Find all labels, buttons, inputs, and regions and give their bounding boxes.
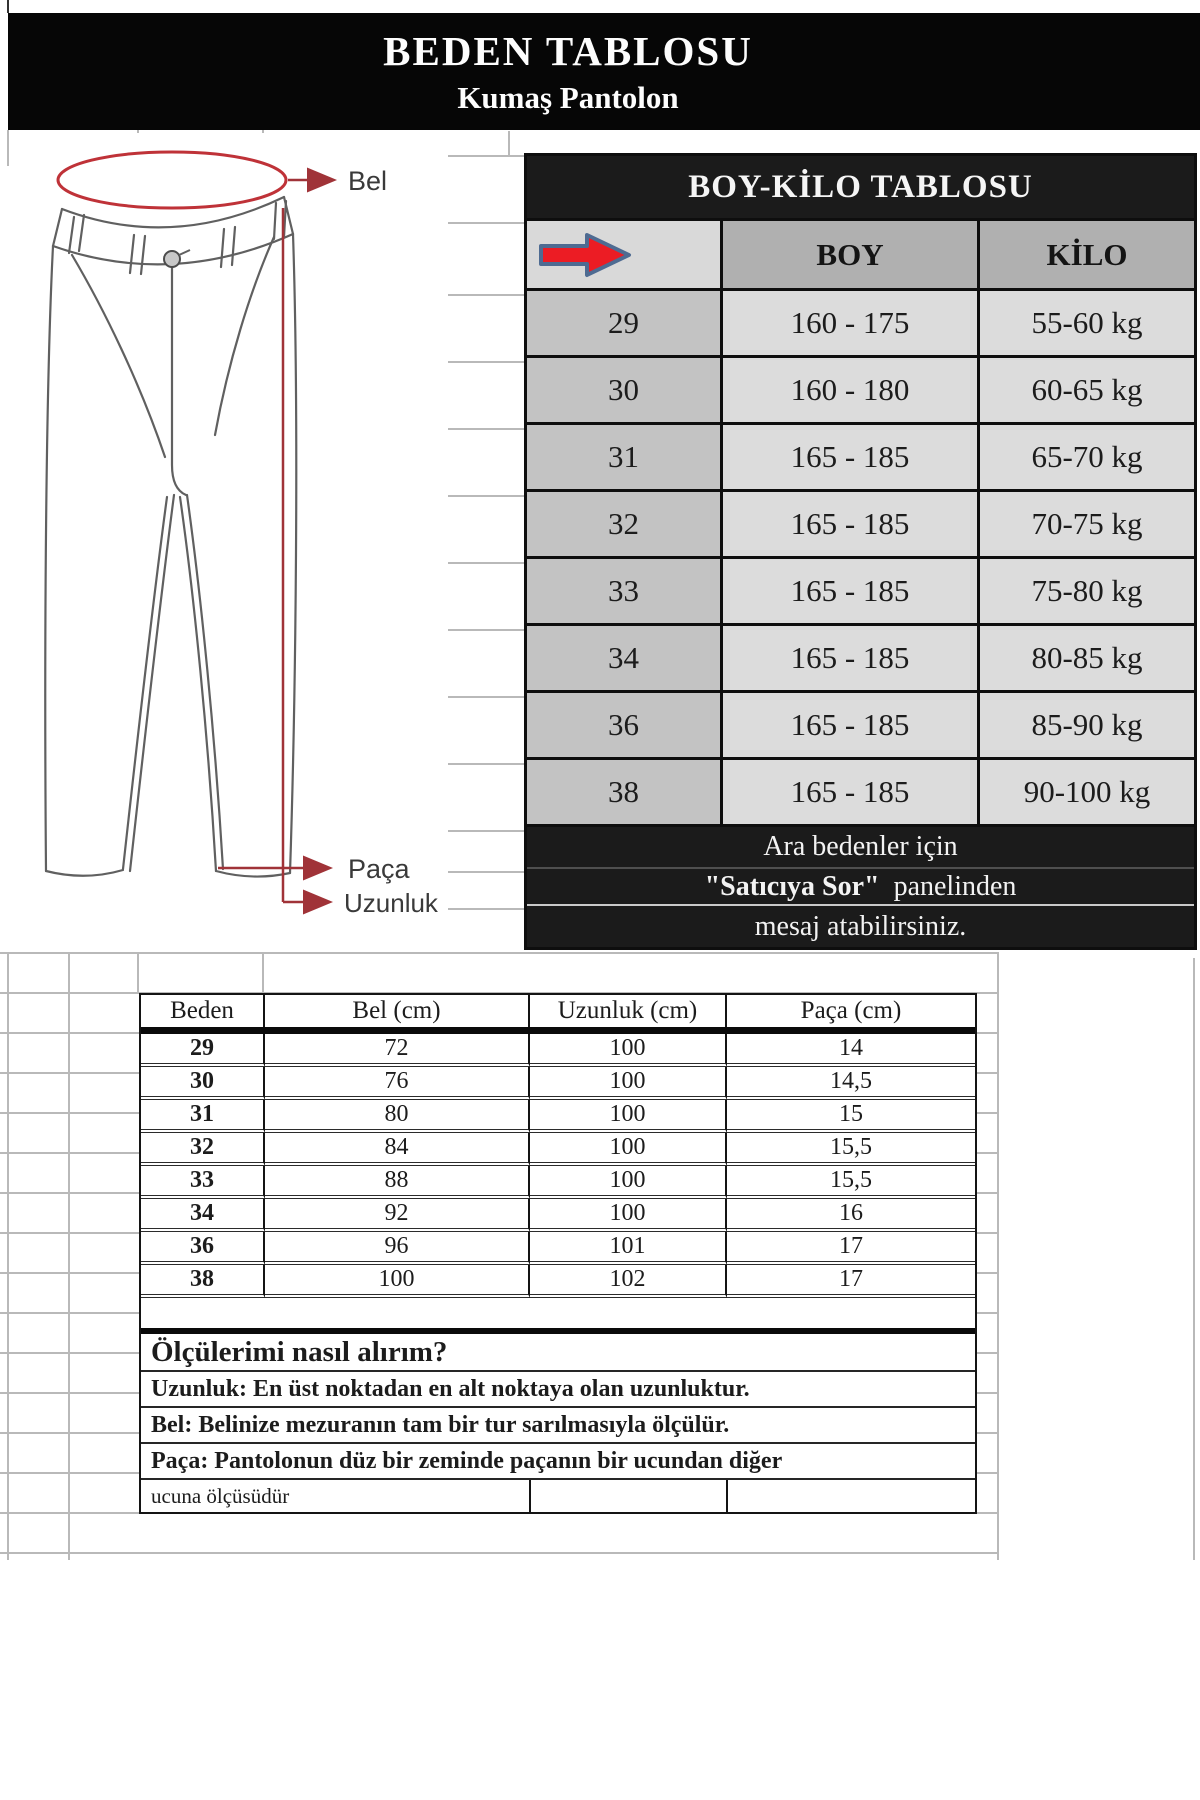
boy-kilo-table [524, 153, 1197, 950]
gridline [448, 361, 524, 363]
boy-cell: 165 - 185 [723, 492, 980, 556]
kilo-cell: 75-80 kg [980, 559, 1194, 623]
kilo-cell: 65-70 kg [980, 425, 1194, 489]
measurement-header-row [141, 995, 975, 1027]
kilo-column-header: KİLO [980, 221, 1194, 288]
measurement-row [141, 1034, 975, 1067]
boy-kilo-header-row [527, 221, 1194, 291]
kilo-cell: 80-85 kg [980, 626, 1194, 690]
boy-kilo-rows [527, 291, 1194, 827]
beden-value: 29 [141, 1034, 265, 1067]
paca-label: Paça [348, 854, 410, 884]
size-arrow-cell [527, 221, 723, 288]
boy-kilo-row [527, 425, 1194, 492]
bel-value: 100 [265, 1265, 530, 1298]
boy-cell: 165 - 185 [723, 559, 980, 623]
measurement-row [141, 1100, 975, 1133]
measurement-row [141, 1067, 975, 1100]
boy-kilo-row [527, 358, 1194, 425]
boy-kilo-row [527, 760, 1194, 827]
gridline [448, 222, 524, 224]
kilo-cell: 60-65 kg [980, 358, 1194, 422]
red-arrow-icon [535, 229, 635, 281]
gridline [1193, 958, 1195, 1560]
col-header-uzunluk: Uzunluk (cm) [530, 995, 727, 1027]
beden-value: 36 [141, 1232, 265, 1265]
beden-cell: 36 [527, 693, 723, 757]
uzunluk-value: 100 [530, 1166, 727, 1199]
uzunluk-value: 100 [530, 1199, 727, 1232]
ask-seller-bold: "Satıcıya Sor" [704, 870, 880, 902]
bel-value: 96 [265, 1232, 530, 1265]
measurement-table-block [139, 993, 977, 1514]
kilo-cell: 90-100 kg [980, 760, 1194, 824]
gridline [448, 763, 524, 765]
paca-value: 16 [727, 1199, 975, 1232]
uzunluk-value: 102 [530, 1265, 727, 1298]
bel-label: Bel [348, 166, 388, 196]
gridline [448, 629, 524, 631]
page-title: BEDEN TABLOSU [383, 28, 753, 74]
paca-value: 15,5 [727, 1166, 975, 1199]
empty-row [141, 1298, 975, 1328]
gridline [137, 952, 139, 993]
paca-value: 14,5 [727, 1067, 975, 1100]
boy-kilo-table-title: BOY-KİLO TABLOSU [527, 156, 1194, 221]
notes-line: Bel: Belinize mezuranın tam bir tur sarılmasıyla ölçülür. [141, 1408, 975, 1444]
uzunluk-value: 100 [530, 1034, 727, 1067]
gridline [0, 952, 997, 954]
boy-kilo-row [527, 492, 1194, 559]
notes-heading: Ölçülerimi nasıl alırım? [141, 1334, 975, 1372]
boy-cell: 160 - 180 [723, 358, 980, 422]
beden-value: 33 [141, 1166, 265, 1199]
boy-cell: 160 - 175 [723, 291, 980, 355]
notes-line: Uzunluk: En üst noktadan en alt noktaya olan uzunluktur. [141, 1372, 975, 1408]
ask-seller-rest: panelinden [879, 870, 1017, 902]
gridline [997, 952, 999, 1560]
pants-diagram [18, 133, 448, 923]
notes-tail-text: ucuna ölçüsüdür [151, 1483, 290, 1508]
boy-cell: 165 - 185 [723, 626, 980, 690]
beden-cell: 34 [527, 626, 723, 690]
cell-border [529, 1480, 531, 1512]
waist-button [164, 251, 180, 267]
gridline [508, 131, 510, 157]
sheet-edge-line [7, 0, 9, 13]
uzunluk-label: Uzunluk [344, 888, 438, 918]
boy-kilo-row [527, 559, 1194, 626]
boy-cell: 165 - 185 [723, 425, 980, 489]
boy-cell: 165 - 185 [723, 760, 980, 824]
gridline [262, 952, 264, 993]
beden-cell: 29 [527, 291, 723, 355]
boy-kilo-row [527, 626, 1194, 693]
beden-cell: 30 [527, 358, 723, 422]
gridline [7, 130, 9, 166]
paca-value: 17 [727, 1265, 975, 1298]
intermediate-sizes-note-line1: Ara bedenler için [527, 827, 1194, 867]
bel-value: 76 [265, 1067, 530, 1100]
paca-value: 15,5 [727, 1133, 975, 1166]
bel-value: 80 [265, 1100, 530, 1133]
gridline [448, 155, 524, 157]
paca-value: 14 [727, 1034, 975, 1067]
gridline [448, 696, 524, 698]
page-header [8, 13, 1200, 130]
beden-value: 31 [141, 1100, 265, 1133]
gridline [0, 1552, 997, 1554]
paca-value: 17 [727, 1232, 975, 1265]
beden-value: 32 [141, 1133, 265, 1166]
intermediate-sizes-note-line2 [527, 867, 1194, 904]
uzunluk-value: 101 [530, 1232, 727, 1265]
gridline [448, 871, 524, 873]
measurement-row [141, 1166, 975, 1199]
header-divider [141, 1027, 975, 1034]
gridline [68, 952, 70, 1560]
boy-kilo-row [527, 291, 1194, 358]
gridline [448, 830, 524, 832]
gridline [448, 428, 524, 430]
gridline [7, 952, 9, 1560]
beden-value: 30 [141, 1067, 265, 1100]
boy-kilo-row [527, 693, 1194, 760]
beden-cell: 38 [527, 760, 723, 824]
kilo-cell: 55-60 kg [980, 291, 1194, 355]
bel-value: 92 [265, 1199, 530, 1232]
beden-cell: 31 [527, 425, 723, 489]
notes-lines [141, 1372, 975, 1480]
col-header-bel: Bel (cm) [265, 995, 530, 1027]
beden-cell: 32 [527, 492, 723, 556]
intermediate-sizes-note-line3: mesaj atabilirsiniz. [527, 904, 1194, 947]
beden-value: 34 [141, 1199, 265, 1232]
measurement-row [141, 1133, 975, 1166]
beden-value: 38 [141, 1265, 265, 1298]
gridline [448, 908, 524, 910]
page-subtitle: Kumaş Pantolon [457, 80, 679, 115]
measurement-row [141, 1232, 975, 1265]
notes-tail-row [141, 1480, 975, 1512]
gridline [448, 495, 524, 497]
boy-cell: 165 - 185 [723, 693, 980, 757]
boy-column-header: BOY [723, 221, 980, 288]
beden-cell: 33 [527, 559, 723, 623]
measurement-row [141, 1199, 975, 1232]
uzunluk-value: 100 [530, 1133, 727, 1166]
col-header-paca: Paça (cm) [800, 997, 902, 1024]
uzunluk-value: 100 [530, 1067, 727, 1100]
notes-line: Paça: Pantolonun düz bir zeminde paçanın bir ucundan diğer [141, 1444, 975, 1480]
col-header-beden: Beden [141, 995, 265, 1027]
measurement-row [141, 1265, 975, 1298]
bel-value: 72 [265, 1034, 530, 1067]
gridline [448, 562, 524, 564]
paca-value: 15 [727, 1100, 975, 1133]
bel-value: 84 [265, 1133, 530, 1166]
kilo-cell: 85-90 kg [980, 693, 1194, 757]
measurement-rows [141, 1034, 975, 1298]
cell-border [726, 1480, 728, 1512]
bel-value: 88 [265, 1166, 530, 1199]
kilo-cell: 70-75 kg [980, 492, 1194, 556]
gridline [448, 294, 524, 296]
uzunluk-value: 100 [530, 1100, 727, 1133]
